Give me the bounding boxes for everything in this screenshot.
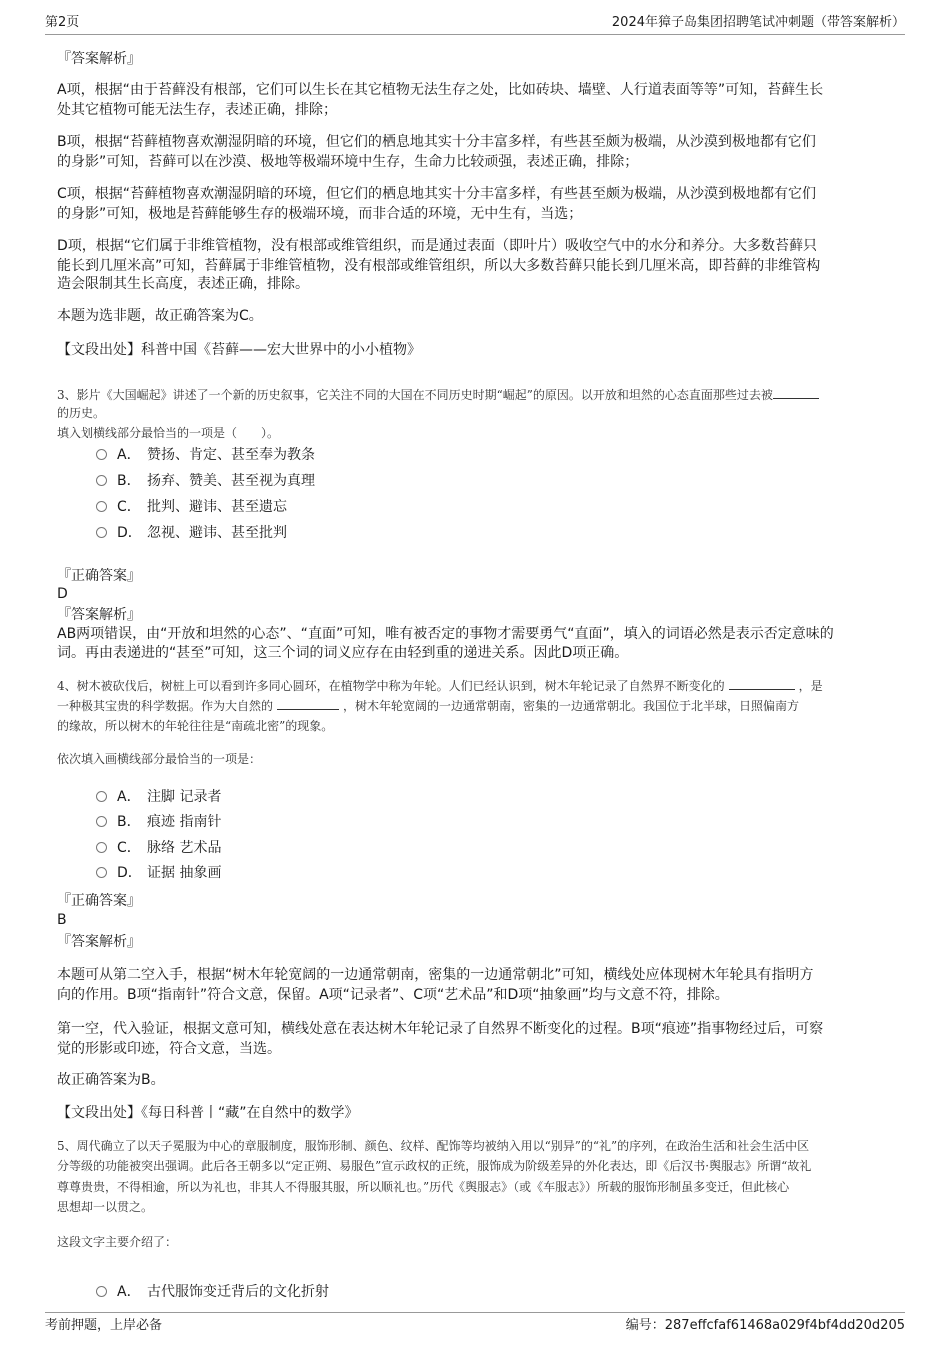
document-title: 2024年獐子岛集团招聘笔试冲刺题（带答案解析） xyxy=(611,15,905,30)
radio-icon[interactable] xyxy=(96,501,107,512)
q3-analysis-line2: 词。再由表递进的“甚至”可知，这三个词的词义应存在由轻到重的递进关系。因此D项正确。 xyxy=(57,645,629,661)
document-code: 编号：287effcfaf61468a029f4bf4dd20d205 xyxy=(625,1318,905,1333)
q2-analysis-d-line2: 能长到几厘米高”可知，苔藓属于非维管植物，没有根部或维管组织，所以大多数苔藓只能长到几厘米高，即苔藓的非维管构 xyxy=(57,258,821,274)
q4-conclusion: 故正确答案为B。 xyxy=(57,1072,165,1088)
q5-stem-line2: 分等级的功能被突出强调。此后各王朝多以“定正朔、易服色”宣示政权的正统，服饰成为阶级差异的外化表达，即《后汉书·舆服志》所谓“故礼 xyxy=(57,1159,812,1173)
radio-icon[interactable] xyxy=(96,1286,107,1297)
q2-analysis-a-line2: 处其它植物可能无法生存，表述正确，排除； xyxy=(57,102,337,118)
q4-instruction: 依次填入画横线部分最恰当的一项是： xyxy=(57,752,262,766)
q5-option-a[interactable]: A． 古代服饰变迁背后的文化折射 xyxy=(96,1281,329,1303)
q4-blank-1 xyxy=(729,677,795,690)
q4-analysis-p2-line2: 觉的形影或印迹，符合文意，当选。 xyxy=(57,1041,281,1057)
q4-answer-label: 『正确答案』 xyxy=(57,893,141,909)
q5-stem-line4: 思想却一以贯之。 xyxy=(57,1200,154,1214)
q5-instruction: 这段文字主要介绍了： xyxy=(57,1235,178,1249)
radio-icon[interactable] xyxy=(96,527,107,538)
radio-icon[interactable] xyxy=(96,449,107,460)
q2-conclusion: 本题为选非题，故正确答案为C。 xyxy=(57,308,263,324)
q2-analysis-a-line1: A项，根据“由于苔藓没有根部，它们可以生长在其它植物无法生存之处，比如砖块、墙壁、人行道表面等等”可知，苔藓生长 xyxy=(57,82,824,98)
footer-slogan: 考前押题，上岸必备 xyxy=(45,1318,163,1333)
q4-option-a[interactable]: A． 注脚 记录者 xyxy=(96,786,221,808)
q2-analysis-c-line2: 的身影”可知，极地是苔藓能够生存的极端环境，而非合适的环境，无中生有，当选； xyxy=(57,206,583,222)
radio-icon[interactable] xyxy=(96,867,107,878)
q4-stem-line2: 一种极其宝贵的科学数据。作为大自然的 ，树木年轮宽阔的一边通常朝南，密集的一边通常朝北。我国位于北半球，日照偏南方 xyxy=(57,699,800,713)
q2-analysis-d-line1: D项，根据“它们属于非维管植物，没有根部或维管组织，而是通过表面（即叶片）吸收空气中的水分和养分。大多数苔藓只 xyxy=(57,238,818,254)
page-number: 第2页 xyxy=(45,15,80,30)
q3-option-b[interactable]: B． 扬弃、赞美、甚至视为真理 xyxy=(96,470,315,492)
q4-option-b[interactable]: B． 痕迹 指南针 xyxy=(96,811,221,833)
q4-stem-line1: 4、树木被砍伐后，树桩上可以看到许多同心圆环，在植物学中称为年轮。人们已经认识到，树木年轮记录了自然界不断变化的 ，是 xyxy=(57,679,823,693)
q2-analysis-b-line1: B项，根据“苔藓植物喜欢潮湿阴暗的环境，但它们的栖息地其实十分丰富多样，有些甚至颇为极端，从沙漠到极地都有它们 xyxy=(57,134,816,150)
radio-icon[interactable] xyxy=(96,791,107,802)
q3-answer: D xyxy=(57,586,68,602)
q2-analysis-label: 『答案解析』 xyxy=(57,51,141,67)
page-header xyxy=(45,12,905,35)
q4-answer: B xyxy=(57,912,67,928)
q5-stem-line1: 5、周代确立了以天子冕服为中心的章服制度，服饰形制、颜色、纹样、配饰等均被纳入用以“别异”的“礼”的序列，在政治生活和社会生活中区 xyxy=(57,1139,810,1153)
q4-analysis-p1-line2: 向的作用。B项“指南针”符合文意，保留。A项“记录者”、C项“艺术品”和D项“抽象画”均与文意不符，排除。 xyxy=(57,987,729,1003)
q4-option-d[interactable]: D． 证据 抽象画 xyxy=(96,862,221,884)
q2-analysis-d-line3: 造会限制其生长高度，表述正确，排除。 xyxy=(57,276,309,292)
q3-analysis-line1: AB两项错误，由“开放和坦然的心态”、“直面”可知，唯有被否定的事物才需要勇气“直面”，填入的词语必然是表示否定意味的 xyxy=(57,626,834,642)
q3-option-c[interactable]: C． 批判、避讳、甚至遗忘 xyxy=(96,496,287,518)
q4-stem-line3: 的缘故，所以树木的年轮往往是“南疏北密”的现象。 xyxy=(57,719,334,733)
q3-instruction: 填入划横线部分最恰当的一项是（ ）。 xyxy=(57,426,280,440)
q4-option-c[interactable]: C． 脉络 艺术品 xyxy=(96,837,221,859)
q3-analysis-label: 『答案解析』 xyxy=(57,607,141,623)
q3-stem-line2: 的历史。 xyxy=(57,406,106,420)
q2-analysis-b-line2: 的身影”可知，苔藓可以在沙漠、极地等极端环境中生存，生命力比较顽强，表述正确，排除； xyxy=(57,154,639,170)
q5-stem-line3: 尊尊贵贵，不得相逾，所以为礼也，非其人不得服其服，所以顺礼也。”历代《舆服志》（或《车服志》）所载的服饰形制虽多变迁，但此核心 xyxy=(57,1180,790,1194)
q4-analysis-p1-line1: 本题可从第二空入手，根据“树木年轮宽阔的一边通常朝南，密集的一边通常朝北”可知，横线处应体现树木年轮具有指明方 xyxy=(57,967,814,983)
q4-analysis-p2-line1: 第一空，代入验证，根据文意可知，横线处意在表达树木年轮记录了自然界不断变化的过程。B项“痕迹”指事物经过后，可察 xyxy=(57,1021,824,1037)
q3-blank xyxy=(773,386,819,399)
q2-analysis-c-line1: C项，根据“苔藓植物喜欢潮湿阴暗的环境，但它们的栖息地其实十分丰富多样，有些甚至颇为极端，从沙漠到极地都有它们 xyxy=(57,186,817,202)
q4-analysis-label: 『答案解析』 xyxy=(57,934,141,950)
radio-icon[interactable] xyxy=(96,475,107,486)
q4-blank-2 xyxy=(277,697,339,710)
radio-icon[interactable] xyxy=(96,842,107,853)
radio-icon[interactable] xyxy=(96,816,107,827)
q3-answer-label: 『正确答案』 xyxy=(57,568,141,584)
q3-stem-line1: 3、影片《大国崛起》讲述了一个新的历史叙事，它关注不同的大国在不同历史时期“崛起”的原因。以开放和坦然的心态直面那些过去被 xyxy=(57,386,819,404)
q2-source: 【文段出处】科普中国《苔藓——宏大世界中的小小植物》 xyxy=(57,342,421,358)
q3-option-d[interactable]: D． 忽视、避讳、甚至批判 xyxy=(96,522,287,544)
q3-option-a[interactable]: A． 赞扬、肯定、甚至奉为教条 xyxy=(96,444,315,466)
q4-source: 【文段出处】《每日科普丨“藏”在自然中的数学》 xyxy=(57,1105,359,1121)
page-footer xyxy=(45,1312,905,1335)
